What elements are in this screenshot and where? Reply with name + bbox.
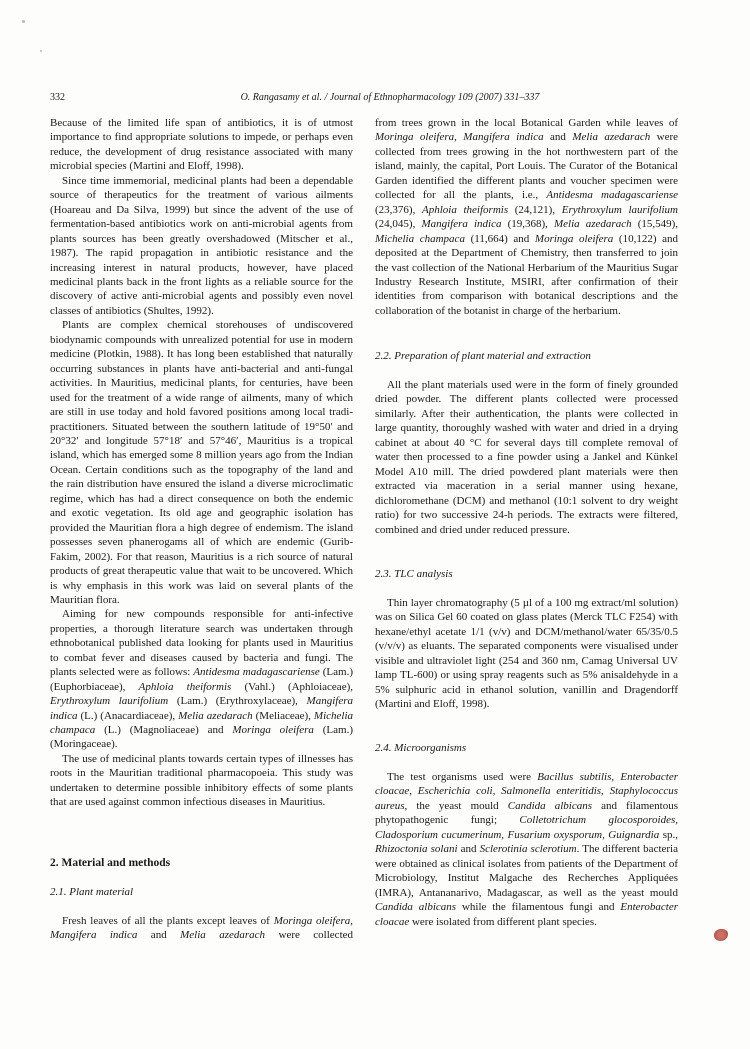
- text-run: were collected from trees growing in the hot northwestern part of the island, mainly, the capital, Port Louis. The Curator of the Botanical Garden identified the different plants and voucher specimen were collected for all the plants, i.e.,: [375, 131, 678, 202]
- text-run: All the plant materials used were in the form of finely grounded dried powder. The different plants collected were processed similarly. After their authentication, the plants were collected in large quantity, thoroughly washed with water and dried in a drying cabinet at about 40 °C for several days till complete removal of water then processed to a fine powder using a Jankel and Künkel Model A10 mill. The dried powdered plant materials were then extracted via maceration in a serial manner using hexane, dichloromethane (DCM) and methanol (10:1 solvent to dry weight ratio) for two successive 24-h periods. The extracts were filtered, combined and dried under reduced pressure.: [375, 379, 678, 536]
- text-run: , the yeast mould: [404, 799, 508, 812]
- italic-term: Mangifera indica: [50, 695, 353, 722]
- text-run: sp.,: [659, 828, 678, 841]
- paragraph: [375, 596, 678, 712]
- text-run: were collected: [265, 929, 354, 942]
- scan-speck: [40, 50, 42, 52]
- paragraph: [50, 752, 353, 810]
- italic-term: Melia azedarach: [178, 709, 253, 722]
- section-heading: 2. Material and methods: [50, 857, 171, 869]
- italic-term: Bacillus subtilis, Enterobacter cloacae, Escherichia coli, Salmonella enteritidis, Staphylococcus aureus: [375, 771, 678, 812]
- text-run: were isolated from different plant species.: [409, 915, 597, 928]
- left-column: [50, 116, 354, 942]
- paragraph: [375, 770, 678, 929]
- italic-term: Sclerotinia sclerotium: [479, 843, 577, 856]
- text-run: ,: [350, 915, 353, 927]
- italic-term: Michelia champaca: [50, 709, 354, 737]
- italic-term: Colletotrichum glocosporoides, Cladosporium cucumerinum, Fusarium oxysporum, Guignardia: [375, 814, 679, 841]
- text-run: Fresh leaves of all the plants except leaves of: [62, 915, 274, 927]
- page-number: 332: [50, 92, 65, 103]
- text-run: Aiming for new compounds responsible for anti-infective properties, a thorough literature search was undertaken through ethnobotanical published data looking for plants used in Mauritius to combat fever and diseases caused by bacteria and fungi. The plants selected were as follows:: [50, 608, 353, 679]
- text-run: (23,376),: [375, 203, 422, 216]
- italic-term: Melia azedarach: [572, 131, 651, 144]
- scan-speck: [22, 20, 25, 23]
- text-run: (10,122) and deposited at the Department of Chemistry, then transferred to join the vast collection of the National Herbarium of the Mauritius Sugar Industry Research Institute, MSIRI, after confirmation of their identities from comparison with botanical descriptions and the collaboration of the botanist in charge of the herbarium.: [375, 232, 678, 317]
- text-run: and: [137, 929, 181, 942]
- text-run: . The different bacteria were obtained as clinical isolates from patients of the Department of Microbiology, Institut Malgache des Recherches Appliquées (IMRA), Antananarivo, Madagascar, as well as the yeast mould: [375, 843, 678, 899]
- text-run: (Lam.) (Euphorbiaceae),: [50, 666, 353, 693]
- text-run: and: [457, 843, 480, 856]
- italic-term: Antidesma madagascariense: [193, 666, 320, 679]
- italic-term: Erythroxylum laurifolium: [50, 695, 169, 708]
- text-run: The use of medicinal plants towards certain types of illnesses has roots in the Mauritian traditional pharmacopoeia. This study was undertaken to determine possible inhibitory effects of some plants that are used against common infectious diseases in Mauritius.: [50, 752, 353, 809]
- italic-term: Mangifera indica: [463, 131, 544, 144]
- italic-term: Mangifera indica: [421, 218, 502, 231]
- text-run: (L.) (Anacardiaceae),: [77, 709, 179, 722]
- text-run: (Vahl.) (Aphloiaceae),: [231, 680, 353, 693]
- text-run: Thin layer chromatography (5 µl of a 100 mg extract/ml solution) was on Silica Gel 60 coated on glass plates (Merck TLC F254) with hexane/ethyl acetate 1/1 (v/v) and DCM/methanol/water 65/35/0.5 (v/v/v) as eluants. The separated components were visualised under visible and ultraviolet light (254 and 360 nm, Camag Universal UV lamp TL-600) or using spray reagents such as 5% anisaldehyde in a 5% sulphuric acid in ethanol solution, vanillin and Dragendorff (Martini and Eloff, 1998).: [375, 597, 678, 711]
- paragraph: [50, 116, 353, 174]
- subsection-heading: 2.3. TLC analysis: [375, 568, 453, 580]
- italic-term: Melia azedarach: [554, 218, 632, 231]
- paragraph: [50, 914, 353, 943]
- paragraph: [375, 116, 678, 318]
- paragraph: [50, 174, 353, 319]
- italic-term: Moringa oleifera: [534, 232, 614, 245]
- text-run: and: [543, 131, 573, 144]
- italic-term: Michelia champaca: [375, 232, 465, 245]
- text-run: (L.) (Magnoliaceae) and: [95, 724, 233, 737]
- text-run: The test organisms used were: [387, 771, 538, 783]
- italic-term: Mangifera indica: [50, 929, 138, 942]
- text-run: Because of the limited life span of antibiotics, it is of utmost importance to find appropriate solutions to impede, or perhaps even reduce, the development of drug resistance associated with many microbial species (Martini and Eloff, 1998).: [50, 117, 353, 173]
- text-run: Plants are complex chemical storehouses of undiscovered biodynamic compounds with unrealized potential for use in modern medicine (Plotkin, 1988). It has long been established that naturally occurring substances in plants have anti-bacterial and anti-fungal activities. In Mauritius, medicinal plants, for centuries, have been used for the treatment of a wide range of ailments, many of which are still in use today and hold favored positions among local tradi-practitioners. Situated between the southern latitude of 19°50′ and 20°32′ and longitude 57°18′ and 57°46′, Mauritius is a tropical island, which has emerged some 8 million years ago from the Indian Ocean. Certain conditions such as the topography of the land and the rain distribution have ensured the island a diverse microclimatic regime, which has had a direct consequence on both the endemic and exotic vegetation. Its old age and geographic isolation has provided the Mauritian flora a high degree of endemism. The island possesses seven phanerogams all of which are endemic (Gurib-Fakim, 2002). For that reason, Mauritius is a rich source of natural products of great therapeutic value that wait to be uncovered. Which is why emphasis in this work was laid on several plants of the Mauritian flora.: [50, 319, 353, 606]
- text-run: while the filamentous fungi and: [456, 901, 621, 914]
- ink-stamp-mark: [714, 929, 728, 941]
- paragraph: [50, 607, 353, 752]
- text-run: (11,664) and: [464, 232, 535, 245]
- italic-term: Enterobacter cloacae: [375, 901, 679, 928]
- text-run: (Meliaceae),: [252, 709, 314, 722]
- italic-term: Moringa oleifera: [375, 131, 455, 144]
- subsection-heading: 2.4. Microorganisms: [375, 742, 467, 754]
- italic-term: Rhizoctonia solani: [375, 843, 458, 856]
- text-run: (Lam.) (Erythroxylaceae),: [168, 695, 307, 708]
- text-run: (Lam.) (Moringaceae).: [50, 724, 353, 751]
- italic-term: Aphloia theiformis: [138, 680, 232, 693]
- italic-term: Moringa oleifera: [273, 915, 351, 927]
- text-run: Since time immemorial, medicinal plants had been a dependable source of therapeutics for the treatment of various ailments (Hoareau and Da Silva, 1999) but since the advent of the use of fermentation-based antibiotics work on anti-microbial agents from plants sources has been greatly overshadowed (Mitscher et al., 1987). The rapid propagation in antibiotic resistance and the increasing interest in natural products, however, have placed medicinal plants back in the front lights as a reliable source for the discovery of active anti-microbial agents and possibly even novel classes of antibiotics (Shultes, 1992).: [50, 174, 353, 317]
- subsection-heading: 2.1. Plant material: [50, 886, 134, 898]
- text-run: from trees grown in the local Botanical Garden while leaves of: [375, 117, 678, 129]
- text-run: (19,368),: [501, 218, 555, 231]
- text-run: (24,045),: [375, 218, 422, 231]
- paragraph: [50, 318, 353, 607]
- text-run: (24,121),: [508, 203, 562, 216]
- subsection-heading: 2.2. Preparation of plant material and extraction: [375, 350, 591, 362]
- italic-term: Moringa oleifera: [232, 724, 314, 737]
- text-run: (15,549),: [631, 218, 679, 231]
- italic-term: Candida albicans: [507, 799, 593, 812]
- running-header: O. Rangasamy et al. / Journal of Ethnopharmacology 109 (2007) 331–337: [240, 92, 540, 103]
- italic-term: Erythroxylum laurifolium: [561, 203, 679, 216]
- text-run: and filamentous phytopathogenic fungi;: [375, 799, 678, 827]
- italic-term: Candida albicans: [375, 901, 457, 914]
- italic-term: Antidesma madagascariense: [546, 189, 679, 202]
- text-run: ,: [454, 131, 464, 144]
- italic-term: Aphloia theiformis: [422, 203, 509, 216]
- italic-term: Melia azedarach: [180, 929, 266, 942]
- paragraph: [375, 378, 678, 537]
